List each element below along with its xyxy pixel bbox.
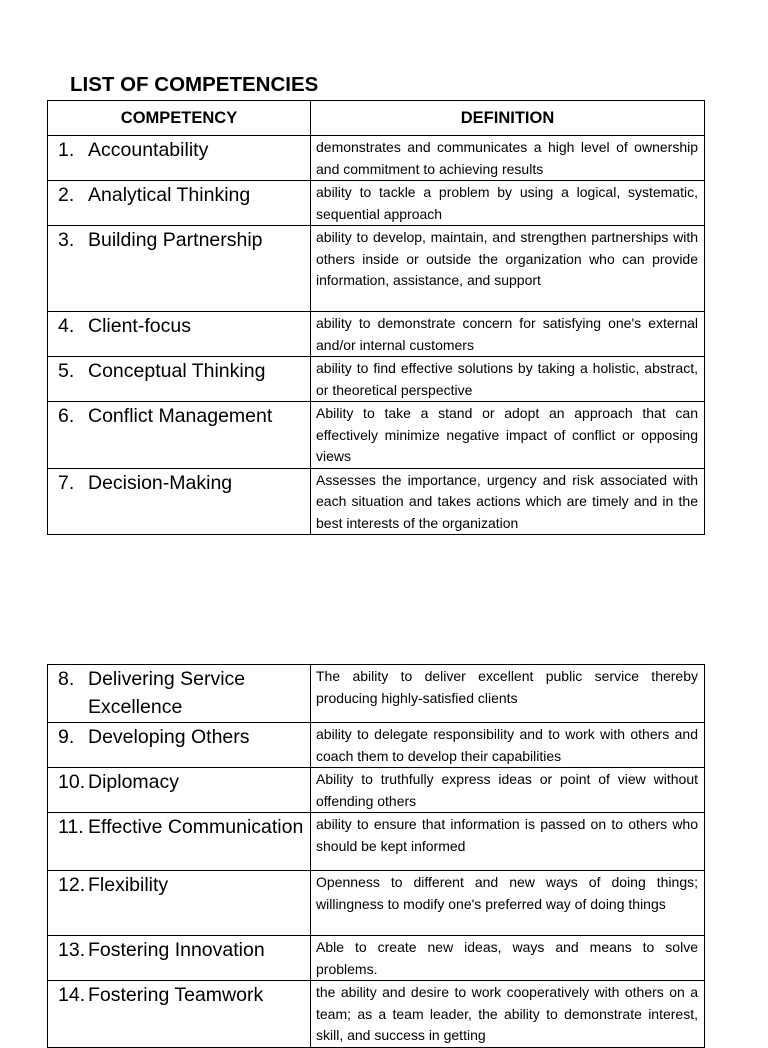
- competency-name: Fostering Innovation: [88, 939, 265, 961]
- definition-cell: ability to develop, maintain, and strengthen partnerships with others inside or outside the organization who can provide information, assistance, and support: [311, 226, 705, 312]
- definition-cell: Openness to different and new ways of doing things; willingness to modify one's preferred way of doing things: [311, 871, 705, 936]
- competency-number: 6.: [58, 405, 75, 427]
- competency-number: 7.: [58, 471, 75, 494]
- table-row: [48, 226, 705, 312]
- competency-column-header: COMPETENCY: [48, 101, 311, 136]
- table-row: [48, 357, 705, 402]
- competency-cell: [48, 665, 311, 723]
- competency-name: Conflict Management: [88, 405, 273, 427]
- table-header-row: [48, 101, 705, 136]
- definition-column-header: DEFINITION: [311, 101, 705, 136]
- competency-name: Delivering Service Excellence: [88, 668, 246, 718]
- page-title: LIST OF COMPETENCIES: [70, 73, 319, 96]
- competency-name: Accountability: [88, 139, 209, 161]
- table-row: [48, 665, 705, 723]
- table-row: [48, 402, 705, 469]
- competency-name: Conceptual Thinking: [88, 360, 266, 382]
- competency-number: 12.: [58, 874, 86, 896]
- competency-name: Flexibility: [88, 874, 169, 896]
- definition-cell: ability to demonstrate concern for satisfying one's external and/or internal customers: [311, 312, 705, 357]
- competency-number: 5.: [58, 360, 75, 382]
- definition-cell: demonstrates and communicates a high level of ownership and commitment to achieving results: [311, 136, 705, 181]
- competency-table-2: [47, 664, 705, 1048]
- definition-cell: ability to ensure that information is passed on to others who should be kept informed: [311, 813, 705, 871]
- competency-name: Developing Others: [88, 726, 250, 748]
- table-row: [48, 312, 705, 357]
- competency-cell: [48, 312, 311, 357]
- definition-cell: Assesses the importance, urgency and risk associated with each situation and takes actions which are timely and in the best interests of the organization: [311, 468, 705, 535]
- competency-number: 8.: [58, 668, 75, 690]
- table-row: [48, 871, 705, 936]
- definition-cell: Able to create new ideas, ways and means to solve problems.: [311, 936, 705, 981]
- definition-cell: Ability to truthfully express ideas or point of view without offending others: [311, 768, 705, 813]
- table-row: [48, 768, 705, 813]
- definition-cell: ability to find effective solutions by taking a holistic, abstract, or theoretical perspective: [311, 357, 705, 402]
- competency-cell: [48, 871, 311, 936]
- competency-name: Analytical Thinking: [88, 184, 251, 206]
- table-row: [48, 813, 705, 871]
- competency-cell: [48, 768, 311, 813]
- competency-cell: [48, 936, 311, 981]
- table-row: [48, 981, 705, 1048]
- table-row: [48, 723, 705, 768]
- competency-number: 13.: [58, 939, 86, 961]
- competency-number: 4.: [58, 315, 75, 337]
- competency-cell: [48, 136, 311, 181]
- competency-cell: [48, 981, 311, 1048]
- competency-cell: [48, 357, 311, 402]
- definition-cell: ability to tackle a problem by using a logical, systematic, sequential approach: [311, 181, 705, 226]
- competency-cell: [48, 181, 311, 226]
- competency-cell: [48, 226, 311, 312]
- competency-cell: [48, 723, 311, 768]
- competency-name: Client-focus: [88, 315, 191, 337]
- competency-number: 3.: [58, 229, 75, 251]
- competency-number: 10.: [58, 771, 86, 793]
- definition-cell: ability to delegate responsibility and to work with others and coach them to develop their capabilities: [311, 723, 705, 768]
- table-row: [48, 468, 705, 535]
- competency-table-1: [47, 100, 705, 535]
- competency-number: 2.: [58, 184, 75, 206]
- competency-name: Decision-Making: [88, 471, 233, 494]
- competency-number: 9.: [58, 726, 75, 748]
- competency-cell: [48, 402, 311, 469]
- competency-name: Building Partnership: [88, 229, 263, 251]
- competency-cell: [48, 813, 311, 871]
- competency-number: 1.: [58, 139, 75, 161]
- definition-cell: Ability to take a stand or adopt an approach that can effectively minimize negative impact of conflict or opposing views: [311, 402, 705, 469]
- table-row: [48, 181, 705, 226]
- definition-cell: the ability and desire to work cooperatively with others on a team; as a team leader, the ability to demonstrate interest, skill, and success in getting: [311, 981, 705, 1048]
- competency-number: 11.: [58, 816, 84, 838]
- competency-name: Effective Communication: [88, 816, 304, 838]
- table-row: [48, 936, 705, 981]
- definition-cell: The ability to deliver excellent public service thereby producing highly-satisfied clients: [311, 665, 705, 723]
- competency-name: Fostering Teamwork: [88, 984, 264, 1006]
- competency-number: 14.: [58, 984, 86, 1006]
- table-row: [48, 136, 705, 181]
- competency-name: Diplomacy: [88, 771, 180, 793]
- competency-cell: [48, 468, 311, 535]
